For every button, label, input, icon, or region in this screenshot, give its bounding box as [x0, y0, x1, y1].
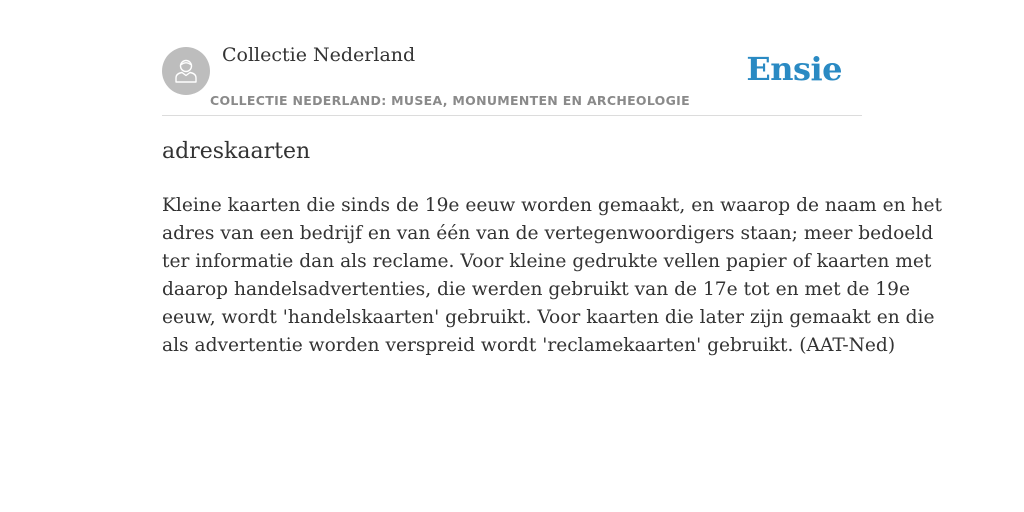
brand-logo[interactable]: Ensie [746, 50, 842, 88]
entry-definition [162, 192, 942, 360]
definition-line: eeuw, wordt 'handelskaarten' gebruikt. Voor kaarten die later zijn gemaakt en die [162, 307, 935, 328]
avatar[interactable] [162, 47, 210, 95]
entry-term: adreskaarten [162, 139, 311, 164]
definition-line: adres van een bedrijf en van één van de vertegenwoordigers staan; meer bedoeld [162, 223, 934, 244]
collection-link[interactable]: COLLECTIE NEDERLAND: MUSEA, MONUMENTEN EN ARCHEOLOGIE [210, 93, 690, 108]
definition-line: Kleine kaarten die sinds de 19e eeuw worden gemaakt, en waarop de naam en het [162, 195, 942, 216]
definition-line: ter informatie dan als reclame. Voor kleine gedrukte vellen papier of kaarten met [162, 251, 932, 272]
author-name[interactable]: Collectie Nederland [222, 44, 416, 66]
definition-line: daarop handelsadvertenties, die werden gebruikt van de 17e tot en met de 19e [162, 279, 910, 300]
user-silhouette-icon [171, 56, 201, 86]
definition-line: als advertentie worden verspreid wordt 'reclamekaarten' gebruikt. (AAT-Ned) [162, 335, 896, 356]
header [162, 0, 862, 116]
